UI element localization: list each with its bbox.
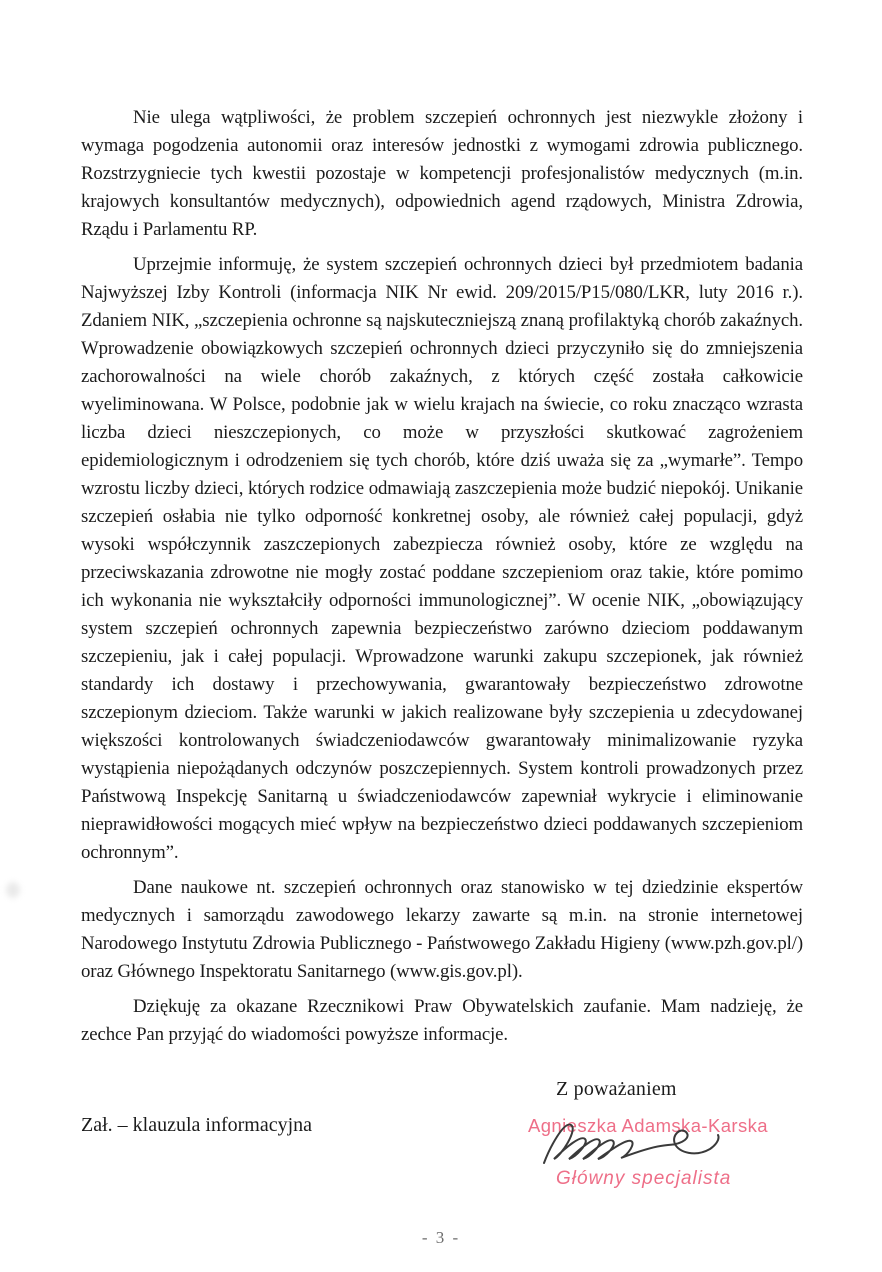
attachment-note: Zał. – klauzula informacyjna xyxy=(81,1114,313,1136)
handwritten-signature xyxy=(538,1113,738,1175)
scan-smudge-artifact xyxy=(6,882,20,898)
page-number: - 3 - xyxy=(421,1228,461,1247)
body-paragraph-4: Dziękuję za okazane Rzecznikowi Praw Obywatelskich zaufanie. Mam nadzieję, że zechce Pan przyjąć do wiadomości powyższe informacje. xyxy=(81,996,803,1045)
letter-body xyxy=(81,104,803,1056)
signer-name-stamp: Agnieszka Adamska-Karska xyxy=(528,1115,768,1136)
body-paragraph-1: Nie ulega wątpliwości, że problem szczepień ochronnych jest niezwykle złożony i wymaga pogodzenia autonomii oraz interesów jednostki z wymogami zdrowia publicznego. Rozstrzygniecie tych kwestii pozostaje w kompetencji profesjonalistów medycznych (m.in. krajowych konsultantów medycznych), odpowiednich agend rządowych, Ministra Zdrowia, Rządu i Parlamentu RP. xyxy=(81,107,803,240)
signer-title-stamp: Główny specjalista xyxy=(556,1168,732,1189)
body-paragraph-3: Dane naukowe nt. szczepień ochronnych oraz stanowisko w tej dziedzinie ekspertów medycznych i samorządu zawodowego lekarzy zawarte są m.in. na stronie internetowej Narodowego Instytutu Zdrowia Publicznego - Państwowego Zakładu Higieny (www.pzh.gov.pl/) oraz Głównego Inspektoratu Sanitarnego (www.gis.gov.pl). xyxy=(81,877,803,982)
closing-salutation: Z poważaniem xyxy=(556,1078,677,1100)
body-paragraph-2: Uprzejmie informuję, że system szczepień ochronnych dzieci był przedmiotem badania Najwyższej Izby Kontroli (informacja NIK Nr ewid. 209/2015/P15/080/LKR, luty 2016 r.). Zdaniem NIK, „szczepienia ochronne są najskuteczniejszą znaną profilaktyką chorób zakaźnych. Wprowadzenie obowiązkowych szczepień ochronnych dzieci przyczyniło się do zmniejszenia zachorowalności na wiele chorób zakaźnych, z których część została całkowicie wyeliminowana. W Polsce, podobnie jak w wielu krajach na świecie, co roku znacząco wzrasta liczba dzieci nieszczepionych, co może w przyszłości skutkować zagrożeniem epidemiologicznym i odrodzeniem się tych chorób, które dziś uważa się za „wymarłe”. Tempo wzrostu liczby dzieci, których rodzice odmawiają zaszczepienia może budzić niepokój. Unikanie szczepień osłabia nie tylko odporność konkretnej osoby, ale również całej populacji, gdyż wysoki współczynnik zaszczepionych zabezpiecza również osoby, które ze względu na przeciwskazania zdrowotne nie mogły zostać poddane szczepieniom oraz takie, które pomimo ich wykonania nie wykształciły odporności immunologicznej”. W ocenie NIK, „obowiązujący system szczepień ochronnych zapewnia bezpieczeństwo zarówno dzieciom poddawanym szczepieniu, jak i całej populacji. Wprowadzone warunki zakupu szczepionek, jak również standardy ich dostawy i przechowywania, gwarantowały bezpieczeństwo zdrowotne szczepionym dzieciom. Także warunki w jakich realizowane były szczepienia u zdecydowanej większości kontrolowanych świadczeniodawców gwarantowały minimalizowanie ryzyka wystąpienia niepożądanych odczynów poszczepiennych. System kontroli prowadzonych przez Państwową Inspekcję Sanitarną u świadczeniodawców zapewniał wykrycie i eliminowanie nieprawidłowości mogących mieć wpływ na bezpieczeństwo dzieci poddawanych szczepieniom ochronnym”. xyxy=(81,254,803,863)
